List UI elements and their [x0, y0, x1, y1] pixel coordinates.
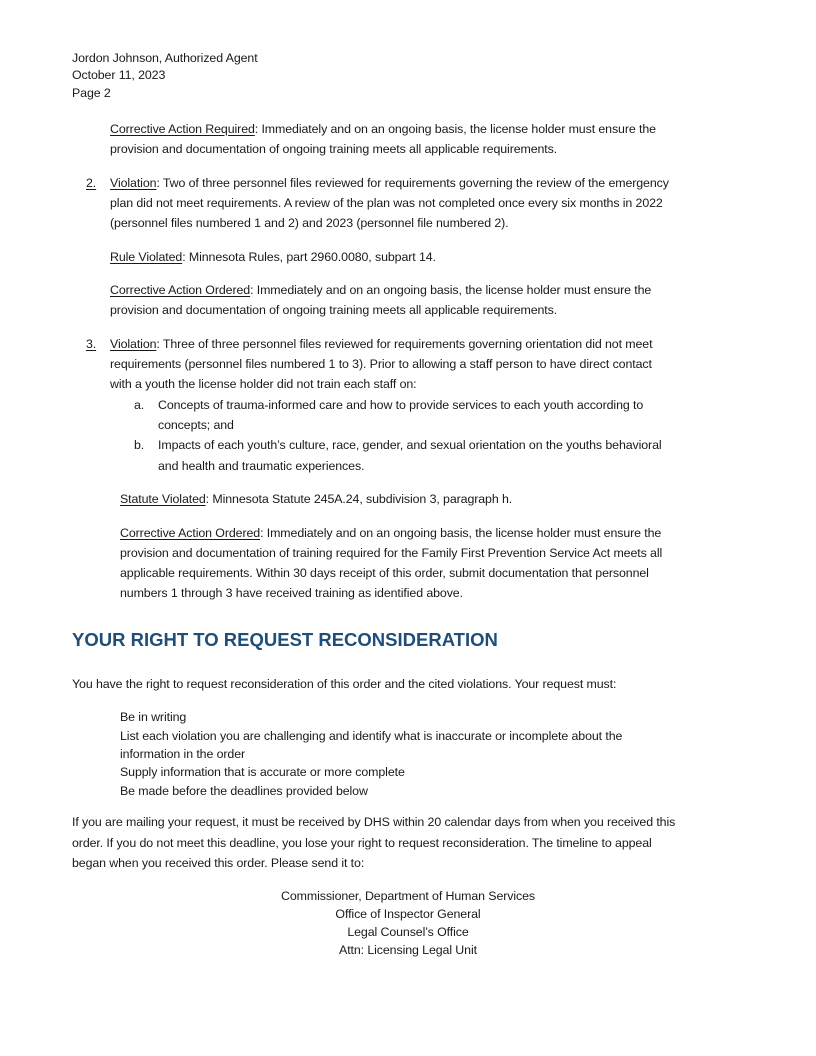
statute-violated-3: [120, 491, 512, 507]
rule-violated-2: [110, 249, 436, 265]
requirement-item: Supply information that is accurate or more complete: [120, 765, 405, 779]
requirement-item: Be in writing: [120, 710, 187, 724]
violation-text-line: (personnel files numbered 1 and 2) and 2023 (personnel file numbered 2).: [110, 216, 509, 230]
corrective-action-label: Corrective Action Ordered: [120, 526, 261, 540]
header-page-number: Page 2: [72, 86, 111, 100]
sub-item-marker-b: b.: [134, 438, 145, 452]
violation-2: [110, 175, 669, 191]
header-date: October 11, 2023: [72, 68, 166, 82]
rule-violated-label: Rule Violated: [110, 250, 183, 264]
reconsideration-intro: You have the right to request reconsideration of this order and the cited violations. Your request must:: [72, 677, 617, 691]
violation-text: : Two of three personnel files reviewed for requirements governing the review of the emergency: [156, 176, 669, 190]
mailing-address-line: Attn: Licensing Legal Unit: [339, 943, 477, 957]
mailing-address-line: Office of Inspector General: [335, 907, 481, 921]
corrective-action-ordered-3: [120, 525, 661, 541]
statute-violated-text: : Minnesota Statute 245A.24, subdivision 3, paragraph h.: [205, 492, 513, 506]
header-recipient: Jordon Johnson, Authorized Agent: [72, 51, 258, 65]
item-number-2: 2.: [86, 176, 97, 190]
violation-text-line: requirements (personnel files numbered 1 to 3). Prior to allowing a staff person to have direct contact: [110, 357, 652, 371]
corrective-action-label: Corrective Action Required: [110, 122, 255, 136]
requirement-item: Be made before the deadlines provided below: [120, 784, 368, 798]
mailing-instructions: If you are mailing your request, it must be received by DHS within 20 calendar days from when you received this: [72, 815, 676, 829]
violation-text: : Three of three personnel files reviewed for requirements governing orientation did not meet: [156, 337, 653, 351]
corrective-action-text-line: provision and documentation of training required for the Family First Prevention Service Act meets all: [120, 546, 663, 560]
corrective-action-text-line: provision and documentation of ongoing training meets all applicable requirements.: [110, 303, 558, 317]
mailing-address-line: Legal Counsel’s Office: [347, 925, 469, 939]
requirement-item-line: information in the order: [120, 747, 246, 761]
corrective-action-required: [110, 121, 656, 137]
violation-text-line: plan did not meet requirements. A review of the plan was not completed once every six months in 2022: [110, 196, 663, 210]
rule-violated-text: : Minnesota Rules, part 2960.0080, subpart 14.: [182, 250, 436, 264]
section-heading-reconsideration: YOUR RIGHT TO REQUEST RECONSIDERATION: [72, 629, 498, 650]
sub-item-b-text: Impacts of each youth’s culture, race, gender, and sexual orientation on the youths behavioral: [158, 438, 662, 452]
corrective-action-text: : Immediately and on an ongoing basis, the license holder must ensure the: [250, 283, 652, 297]
sub-item-marker-a: a.: [134, 398, 145, 412]
mailing-instructions-line: order. If you do not meet this deadline, you lose your right to request reconsideration. The timeline to appeal: [72, 836, 652, 850]
violation-text-line: with a youth the license holder did not train each staff on:: [110, 377, 417, 391]
violation-3: [110, 336, 652, 352]
mailing-instructions-line: began when you received this order. Please send it to:: [72, 856, 365, 870]
mailing-address-line: Commissioner, Department of Human Services: [280, 889, 536, 903]
sub-item-b-text-line: and health and traumatic experiences.: [158, 459, 365, 473]
requirement-item: List each violation you are challenging and identify what is inaccurate or incomplete about the: [120, 729, 623, 743]
item-number-3: 3.: [86, 337, 97, 351]
corrective-action-text-line: provision and documentation of ongoing training meets all applicable requirements.: [110, 142, 558, 156]
statute-violated-label: Statute Violated: [120, 492, 206, 506]
sub-item-a-text: Concepts of trauma-informed care and how to provide services to each youth according to: [158, 398, 644, 412]
violation-label: Violation: [110, 337, 157, 351]
corrective-action-text: : Immediately and on an ongoing basis, the license holder must ensure the: [254, 122, 656, 136]
sub-item-a-text-line: concepts; and: [158, 418, 234, 432]
corrective-action-ordered-2: [110, 282, 651, 298]
corrective-action-text-line: applicable requirements. Within 30 days receipt of this order, submit documentation that personnel: [120, 566, 649, 580]
violation-label: Violation: [110, 176, 157, 190]
corrective-action-text: : Immediately and on an ongoing basis, the license holder must ensure the: [260, 526, 662, 540]
corrective-action-label: Corrective Action Ordered: [110, 283, 251, 297]
corrective-action-text-line: numbers 1 through 3 have received training as identified above.: [120, 586, 463, 600]
